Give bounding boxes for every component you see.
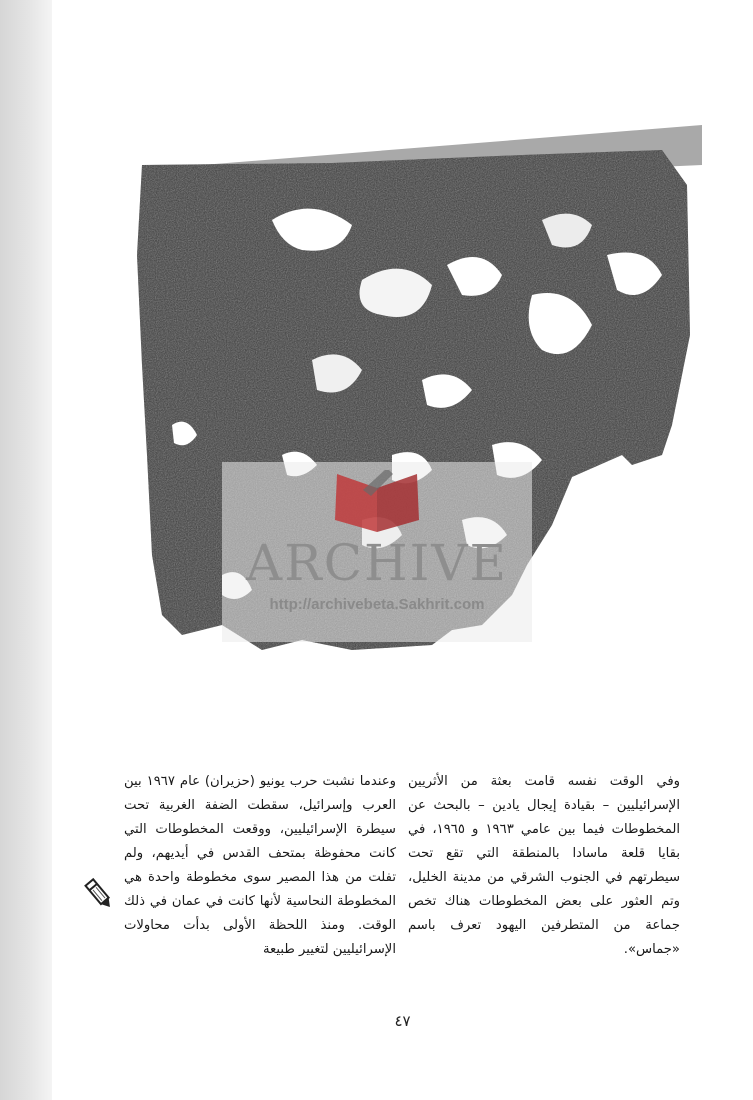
book-icon xyxy=(317,470,437,540)
paragraph-left: وعندما نشبت حرب يونيو (حزيران) عام ١٩٦٧ بين العرب وإسرائيل، سقطت الضفة الغربية تحت سيطرة الإسرائيليين، ووقعت المخطوطات التي كانت محفوظة بمتحف القدس في أيديهم، ولم تفلت من هذا المصير سوى مخطوطة واحدة هي المخطوطة النحاسية لأنها كانت في عمان في ذلك الوقت. ومنذ اللحظة الأولى بدأت محاولات الإسرائيليين لتغيير طبيعة xyxy=(124,774,396,957)
text-column-right xyxy=(408,770,680,962)
text-column-left xyxy=(124,770,396,962)
page-number: ٤٧ xyxy=(394,1012,411,1030)
book-spine-shadow xyxy=(0,0,52,1100)
watermark-title: ARCHIVE xyxy=(246,534,508,592)
pencil-icon xyxy=(82,875,116,913)
watermark-url: http://archivebeta.Sakhrit.com xyxy=(269,596,485,613)
book-page xyxy=(52,0,753,1100)
archive-watermark xyxy=(222,462,532,642)
paragraph-right: وفي الوقت نفسه قامت بعثة من الأثريين الإسرائيليين – بقيادة إيجال يادين – بالبحث عن المخطوطات فيما بين عامي ١٩٦٣ و ١٩٦٥، في بقايا قلعة ماسادا بالمنطقة التي تقع تحت سيطرتهم في الجنوب الشرقي من مدينة الخليل، وتم العثور على بعض المخطوطات هناك تخص جماعة من المتطرفين اليهود تعرف باسم «جماس». xyxy=(408,774,680,957)
